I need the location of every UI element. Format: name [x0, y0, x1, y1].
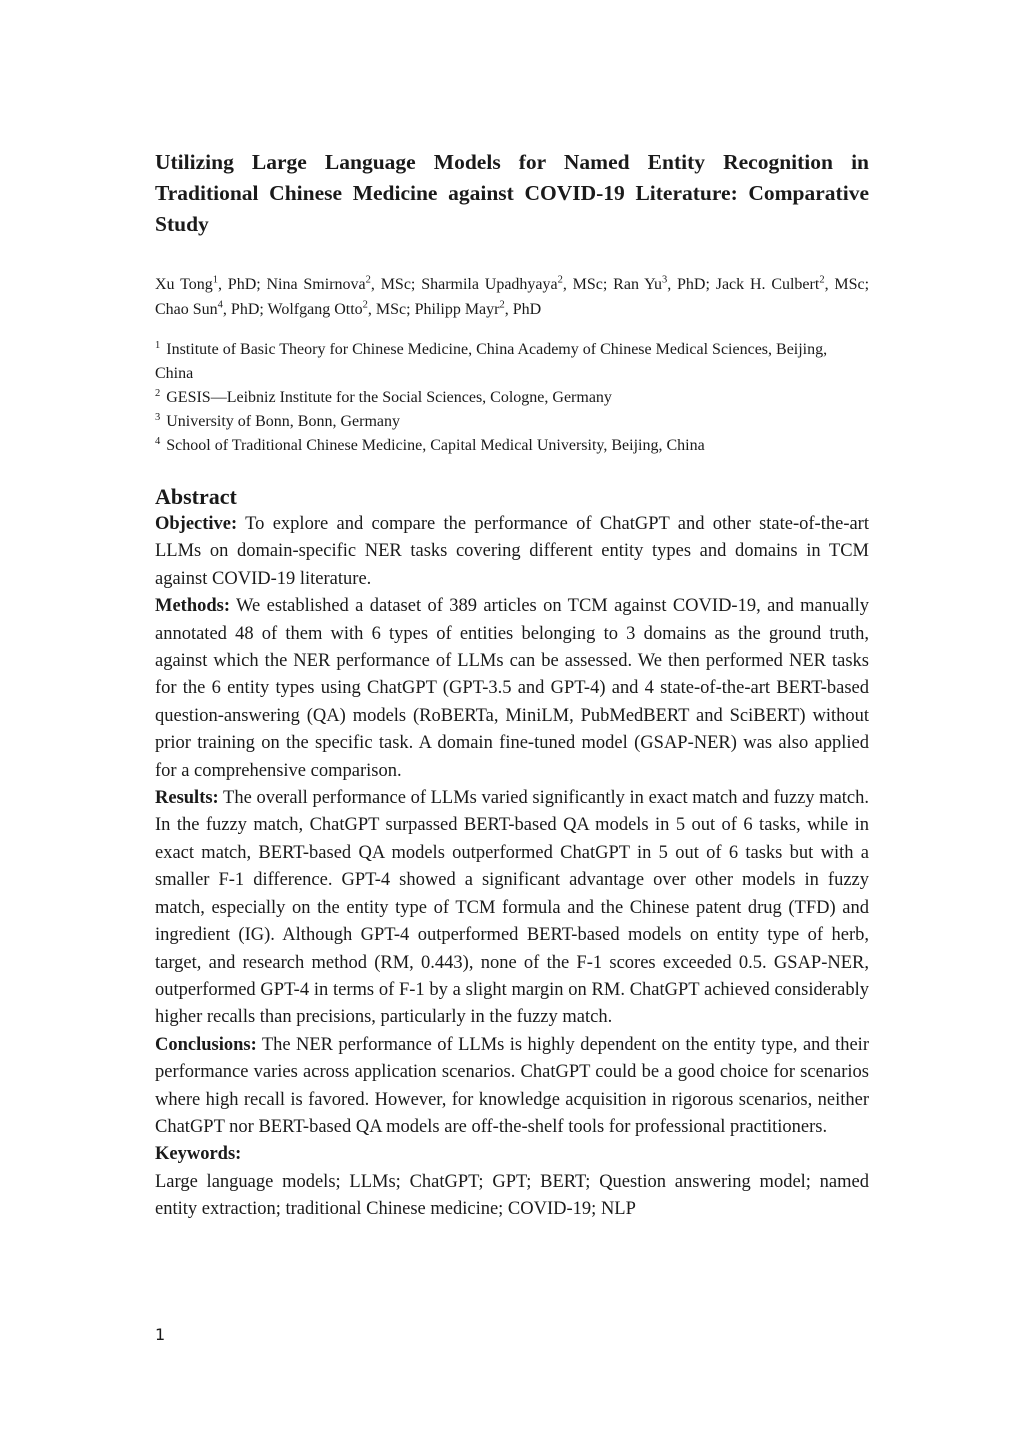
author-list — [155, 272, 869, 322]
paper-first-page — [155, 147, 869, 1224]
results-label: Results: — [155, 788, 219, 809]
objective-label: Objective: — [155, 514, 238, 534]
abstract-methods: Methods: We established a dataset of 389 articles on TCM against COVID-19, and manually annotated 48 of them with 6 types of entities belonging to 3 domains as the ground truth, against which the NER performance of LLMs can be assessed. We then performed NER tasks for the 6 entity types using ChatGPT (GPT-3.5 and GPT-4) and 4 state-of-the-art BERT-based question-answering (QA) models (RoBERTa, MiniLM, PubMedBERT and SciBERT) without prior training on the specific task. A domain fine-tuned model (GSAP-NER) was also applied for a comprehensive comparison. — [155, 596, 869, 781]
affiliation-list — [155, 338, 869, 458]
author: Sharmila Upadhyaya$^2$, MSc; — [421, 274, 614, 293]
author: Jack H. Culbert$^2$, MSc; — [715, 274, 870, 293]
author: Xu Tong$^1$, PhD; — [155, 274, 267, 293]
author: Nina Smirnova$^2$, MSc; — [266, 274, 422, 293]
affiliation: $^4$ School of Traditional Chinese Medicine, Capital Medical University, Beijing, China — [155, 435, 705, 454]
author: Ran Yu$^3$, PhD; — [613, 274, 716, 293]
abstract-results: Results: The overall performance of LLMs varied significantly in exact match and fuzzy match. In the fuzzy match, ChatGPT surpassed BERT-based QA models in 5 out of 6 tasks, while in exact match, BERT-based QA models outperformed ChatGPT in 5 out of 6 tasks but with a smaller F-1 difference. GPT-4 showed a significant advantage over other models in fuzzy match, especially on the entity type of TCM formula and the Chinese patent drug (TFD) and ingredient (IG). Although GPT-4 outperformed BERT-based models on entity type of herb, target, and research method (RM, 0.443), none of the F-1 scores exceeded 0.5. GSAP-NER, outperformed GPT-4 in terms of F-1 by a slight margin on RM. ChatGPT achieved considerably higher recalls than precisions, particularly in the fuzzy match. — [155, 788, 869, 1028]
conclusions-label: Conclusions: — [155, 1034, 257, 1055]
keywords-label: Keywords: — [155, 1144, 242, 1165]
author: Chao Sun$^4$, PhD; — [155, 299, 268, 318]
author: Philipp Mayr$^2$, PhD — [414, 299, 542, 318]
paper-title: Utilizing Large Language Models for Named Entity Recognition in Traditional Chinese Medicine against COVID-19 Literature: Comparative Study — [155, 150, 869, 236]
methods-label: Methods: — [155, 596, 231, 617]
page-number: 1 — [155, 1325, 166, 1344]
affiliation: $^3$ University of Bonn, Bonn, Germany — [155, 411, 400, 430]
abstract-conclusions: Conclusions: The NER performance of LLMs is highly dependent on the entity type, and their performance varies across application scenarios. ChatGPT could be a good choice for scenarios where high recall is favored. However, for knowledge acquisition in rigorous scenarios, neither ChatGPT nor BERT-based QA models are off-the-shelf tools for professional practitioners. — [155, 1034, 869, 1137]
affiliation: $^2$ GESIS—Leibniz Institute for the Social Sciences, Cologne, Germany — [155, 387, 612, 406]
abstract-objective: Objective: To explore and compare the performance of ChatGPT and other state-of-the-art LLMs on domain-specific NER tasks covering different entity types and domains in TCM against COVID-19 literature. — [155, 514, 869, 589]
author: Wolfgang Otto$^2$, MSc; — [267, 299, 415, 318]
keywords-text: Large language models; LLMs; ChatGPT; GPT; BERT; Question answering model; named entity extraction; traditional Chinese medicine; COVID-19; NLP — [155, 1171, 869, 1220]
abstract-heading: Abstract — [155, 484, 237, 509]
affiliation: $^1$ Institute of Basic Theory for Chinese Medicine, China Academy of Chinese Medical Sciences, Beijing, China — [155, 339, 828, 382]
